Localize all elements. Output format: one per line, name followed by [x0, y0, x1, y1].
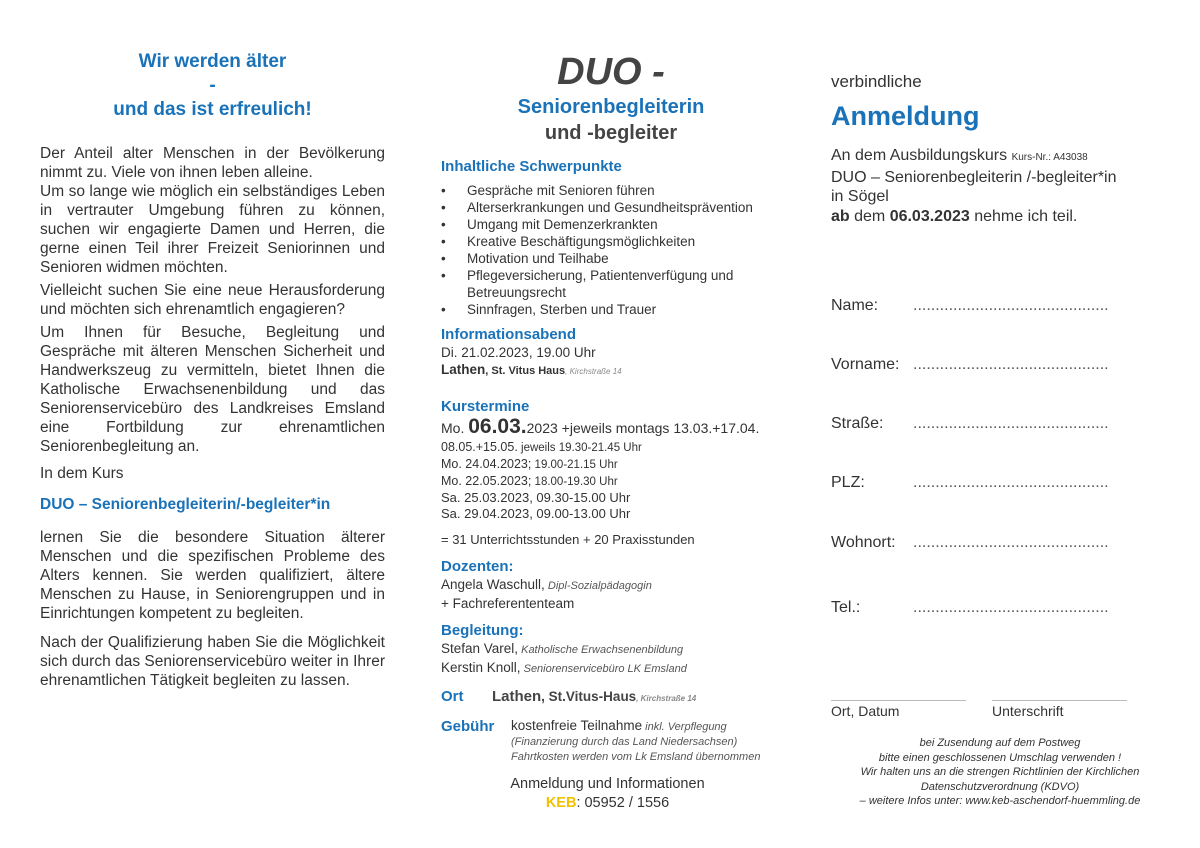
- kurs-line: Sa. 25.03.2023, 09.30-15.00 Uhr: [441, 490, 631, 505]
- hours-total: = 31 Unterrichtsstunden + 20 Praxisstunden: [441, 532, 695, 547]
- signature-field[interactable]: Unterschrift: [992, 700, 1127, 719]
- kurs-heading: Kurstermine: [441, 398, 530, 415]
- paragraph: Vielleicht suchen Sie eine neue Herausforderung und möchten sich ehrenamtlich engagieren?: [40, 282, 385, 318]
- list-item: • Pflegeversicherung, Patientenverfügung und Betreuungsrecht: [441, 267, 781, 301]
- name-field[interactable]: Name: ............................................: [831, 297, 1109, 314]
- paragraph: Um so lange wie möglich ein selbständiges Leben in vertrauter Umgebung führen zu können, suchen wir engagierte Damen und Herren, die gerne einen Teil ihrer Freizeit Seniorinnen und Senioren widmen möchten.: [40, 183, 385, 276]
- kurs-line: 08.05.+15.05. jeweils 19.30-21.45 Uhr: [441, 440, 642, 454]
- info-date: Di. 21.02.2023, 19.00 Uhr: [441, 345, 596, 360]
- topics-heading: Inhaltliche Schwerpunkte: [441, 158, 622, 175]
- tel-field[interactable]: Tel.: ............................................: [831, 599, 1109, 616]
- wohnort-field[interactable]: Wohnort: ............................................: [831, 534, 1109, 551]
- course-name: DUO – Seniorenbegleiterin/-begleiter*in: [40, 496, 331, 513]
- middle-panel: [441, 50, 781, 813]
- duo-title: DUO -: [557, 51, 665, 93]
- place-date-field[interactable]: Ort, Datum: [831, 700, 966, 719]
- contact: Anmeldung und Informationen KEB: 05952 / 1556: [510, 776, 705, 811]
- list-item: • Sinnfragen, Sterben und Trauer: [441, 301, 781, 318]
- paragraph: In dem Kurs: [40, 465, 124, 482]
- begleitung-heading: Begleitung:: [441, 622, 524, 639]
- list-item: • Umgang mit Demenzerkrankten: [441, 216, 781, 233]
- topics-list: [441, 182, 781, 318]
- registration-pre: verbindliche: [831, 72, 922, 91]
- info-heading: Informationsabend: [441, 326, 577, 343]
- begleiter: Kerstin Knoll, Seniorenservicebüro LK Emsland: [441, 660, 687, 675]
- subtitle: Seniorenbegleiterin: [517, 96, 705, 118]
- list-item: • Kreative Beschäftigungsmöglichkeiten: [441, 233, 781, 250]
- privacy-note: bei Zusendung auf dem Postweg bitte einen geschlossenen Umschlag verwenden ! Wir halten uns an die strengen Richtlinien der Kirchlichen Datenschutzverordnung (KDVO) – weitere Infos unter: www.keb-aschendorf-huemmling.de: [859, 737, 1141, 807]
- kurs-line: Mo. 24.04.2023; 19.00-21.15 Uhr: [441, 457, 618, 471]
- plz-field[interactable]: PLZ: ............................................: [831, 474, 1109, 491]
- info-place: Lathen, St. Vitus Haus, Kirchstraße 14: [441, 362, 622, 377]
- dozenten-heading: Dozenten:: [441, 558, 514, 575]
- begleiter: Stefan Varel, Katholische Erwachsenenbildung: [441, 641, 684, 656]
- dozent: Angela Waschull, Dipl-Sozialpädagogin: [441, 577, 652, 592]
- left-title: Wir werden älter - und das ist erfreulich!: [113, 51, 312, 120]
- registration-text: An dem Ausbildungskurs Kurs-Nr.: A43038 DUO – Seniorenbegleiterin /-begleiter*in in Sögel ab dem 06.03.2023 nehme ich teil.: [831, 147, 1117, 225]
- subtitle: und -begleiter: [544, 122, 678, 144]
- fee-row: Gebühr kostenfreie Teilnahme inkl. Verpflegung (Finanzierung durch das Land Niedersachsen) Fahrtkosten werden vom Lk Emsland übernommen: [441, 718, 761, 763]
- paragraph: Nach der Qualifizierung haben Sie die Möglichkeit sich durch das Seniorenservicebüro weiter in Ihrer ehrenamtlichen Tätigkeit begleiten zu lassen.: [40, 634, 385, 689]
- paragraph: Um Ihnen für Besuche, Begleitung und Gespräche mit älteren Menschen Sicherheit und Handwerkszeug zu vermitteln, bietet Ihnen die Katholische Erwachsenenbildung und das Seniorenservicebüro des Landkreises Emsland eine Fortbildung zur ehrenamtlichen Seniorenbegleitung an.: [40, 324, 385, 455]
- paragraph: lernen Sie die besondere Situation älterer Menschen und die spezifischen Probleme des Alters kennen. Sie werden qualifiziert, ältere Menschen zu Hause, in Seniorengruppen und in Einrichtungen kompetent zu begleiten.: [40, 529, 385, 622]
- registration-panel: [831, 72, 1151, 226]
- left-panel: [40, 50, 385, 690]
- strasse-field[interactable]: Straße: ............................................: [831, 415, 1109, 432]
- keb-logo-text: KEB: [545, 795, 577, 811]
- list-item: • Motivation und Teilhabe: [441, 250, 781, 267]
- vorname-field[interactable]: Vorname: ............................................: [831, 356, 1109, 373]
- paragraph: Der Anteil alter Menschen in der Bevölkerung nimmt zu. Viele von ihnen leben alleine.: [40, 145, 385, 181]
- list-item: • Gespräche mit Senioren führen: [441, 182, 781, 199]
- list-item: • Alterserkrankungen und Gesundheitsprävention: [441, 199, 781, 216]
- dozent: + Fachreferententeam: [441, 596, 575, 611]
- kurs-line: Mo. 22.05.2023; 18.00-19.30 Uhr: [441, 474, 618, 488]
- ort-row: Ort Lathen, St.Vitus-Haus, Kirchstraße 14: [441, 688, 697, 705]
- registration-title: Anmeldung: [831, 101, 980, 131]
- kurs-line: Mo. 06.03.2023 +jeweils montags 13.03.+17.04.: [441, 415, 760, 438]
- kurs-line: Sa. 29.04.2023, 09.00-13.00 Uhr: [441, 506, 631, 521]
